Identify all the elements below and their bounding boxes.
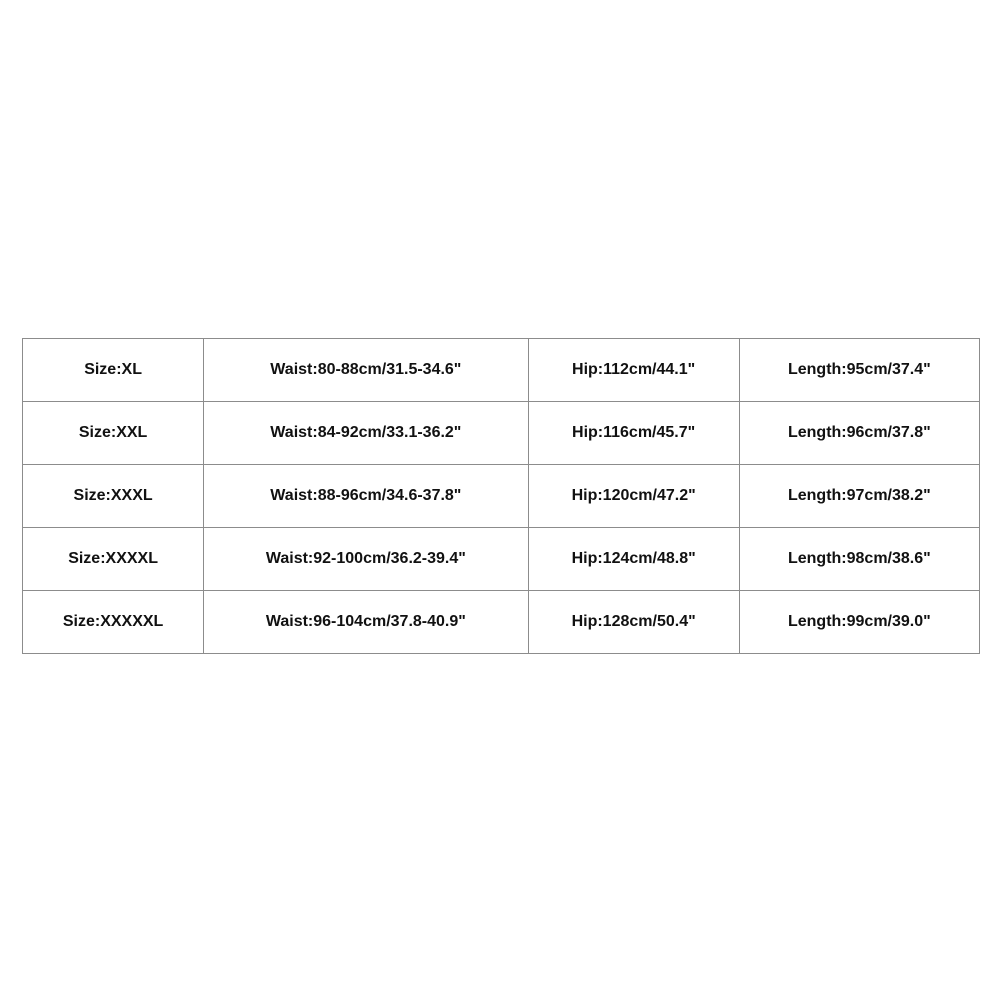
size-cell: Size:XXL — [23, 402, 204, 465]
hip-cell: Hip:116cm/45.7" — [528, 402, 739, 465]
hip-cell: Hip:112cm/44.1" — [528, 339, 739, 402]
length-cell: Length:97cm/38.2" — [739, 465, 979, 528]
size-cell: Size:XL — [23, 339, 204, 402]
waist-cell: Waist:84-92cm/33.1-36.2" — [204, 402, 528, 465]
length-cell: Length:98cm/38.6" — [739, 528, 979, 591]
hip-cell: Hip:124cm/48.8" — [528, 528, 739, 591]
waist-cell: Waist:92-100cm/36.2-39.4" — [204, 528, 528, 591]
hip-cell: Hip:120cm/47.2" — [528, 465, 739, 528]
size-cell: Size:XXXL — [23, 465, 204, 528]
hip-cell: Hip:128cm/50.4" — [528, 591, 739, 654]
waist-cell: Waist:80-88cm/31.5-34.6" — [204, 339, 528, 402]
table-row — [23, 339, 980, 402]
size-chart-table — [22, 338, 980, 654]
table-row — [23, 402, 980, 465]
length-cell: Length:96cm/37.8" — [739, 402, 979, 465]
waist-cell: Waist:96-104cm/37.8-40.9" — [204, 591, 528, 654]
length-cell: Length:99cm/39.0" — [739, 591, 979, 654]
length-cell: Length:95cm/37.4" — [739, 339, 979, 402]
size-cell: Size:XXXXXL — [23, 591, 204, 654]
size-cell: Size:XXXXL — [23, 528, 204, 591]
waist-cell: Waist:88-96cm/34.6-37.8" — [204, 465, 528, 528]
table-row — [23, 465, 980, 528]
table-row — [23, 591, 980, 654]
table-row — [23, 528, 980, 591]
